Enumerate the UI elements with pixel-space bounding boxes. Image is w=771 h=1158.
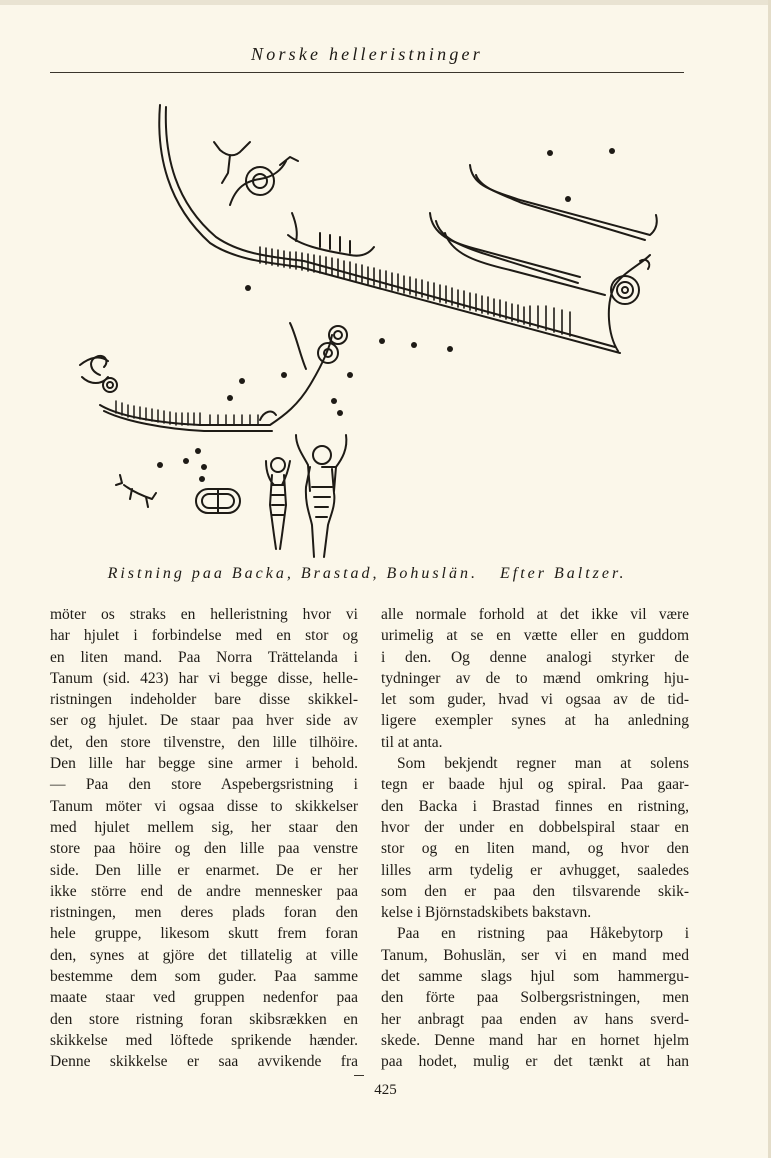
text-line: stor og en liten mand, og hvor den <box>381 840 689 858</box>
text-line: let som guder, hvad vi ogsaa av de tid- <box>381 691 689 709</box>
text-line: urimelig at se en vætte eller en guddom <box>381 627 689 645</box>
animal-drawing <box>116 475 156 507</box>
text-line: med hjulet mellem sig, her staar den <box>50 818 358 836</box>
text-line: den, synes at gjöre det tillatelig at ville <box>50 946 358 964</box>
text-line: Tanum möter vi ogsaa disse to skikkelser <box>50 797 358 815</box>
text-column-right <box>381 604 689 1073</box>
text-line: bestemme dem som guder. Paa samme <box>50 968 358 986</box>
text-line: den store ristning foran skibsrækken en <box>50 1010 358 1028</box>
rock-carving-illustration <box>60 95 680 565</box>
text-line: side. Den lille er enarmet. De er her <box>50 861 358 879</box>
text-line: ikke större end de andre mennesker paa <box>50 882 358 900</box>
text-line: store paa höire og den lille paa venstre <box>50 840 358 858</box>
large-ship-drawing <box>159 105 656 353</box>
wheel-drawing <box>196 489 240 513</box>
small-ship-drawing <box>80 323 347 431</box>
page-edge <box>0 0 771 5</box>
text-line: den Backa i Brastad finnes en ristning, <box>381 797 689 815</box>
text-column-left <box>50 604 358 1073</box>
text-line: kelse i Björnstadskibets bakstavn. <box>381 904 592 922</box>
text-line: skede. Denne mand har en hornet hjelm <box>381 1031 689 1049</box>
caption-location: Ristning paa Backa, Brastad, Bohuslän. <box>107 565 478 582</box>
text-line: Paa en ristning paa Håkebytorp i <box>397 925 689 943</box>
text-line: i den. Og denne analogi styrker de <box>381 648 689 666</box>
text-line: skikkelse med löftede sprikende hænder. <box>50 1031 358 1049</box>
text-line: Som bekjendt regner man at solens <box>397 755 689 773</box>
text-line: — Paa den store Aspebergsristning i <box>50 776 358 794</box>
text-line: tydninger av de to mænd omkring hju- <box>381 669 689 687</box>
text-line: til at anta. <box>381 733 443 751</box>
page-number: 425 <box>374 1082 397 1098</box>
text-line: paa hodet, mulig er det tænkt at han <box>381 1053 689 1071</box>
text-line: ristningen indeholder bare disse skikkel- <box>50 691 358 709</box>
text-line: ligere exempler synes at ha anledning <box>381 712 689 730</box>
caption-source: Efter Baltzer. <box>500 565 627 582</box>
text-line: tegn er baade hjul og spiral. Paa gaar- <box>381 776 689 794</box>
text-line: ser og hjulet. De staar paa hver side av <box>50 712 358 730</box>
text-line: Denne skikkelse er saa avvikende fra <box>50 1053 358 1071</box>
folio-rule <box>354 1075 364 1076</box>
text-line: möter os straks en helleristning hvor vi <box>50 606 358 623</box>
text-line: Den lille har begge sine armer i behold. <box>50 755 358 773</box>
text-line: en liten mand. Paa Norra Trättelanda i <box>50 648 358 666</box>
text-line: alle normale forhold at det ikke vil være <box>381 606 689 623</box>
text-line: ristningen, men deres plads foran den <box>50 904 358 922</box>
text-line: maate staar ved gruppen nedenfor paa <box>50 989 358 1007</box>
text-line: hvor der under en dobbelspiral staar en <box>381 818 689 836</box>
header-rule <box>50 72 684 73</box>
figure-caption <box>50 565 684 583</box>
large-figure-drawing <box>296 435 346 557</box>
text-line: det samme slags hjul som hammergu- <box>381 968 689 986</box>
text-line: Tanum (sid. 423) har vi begge disse, helle- <box>50 669 358 687</box>
text-line: lilles arm tydelig er avhugget, saaledes <box>381 861 689 879</box>
text-line: her anbragt paa enden av hans sverd- <box>381 1010 689 1028</box>
running-title: Norske helleristninger <box>251 44 483 64</box>
text-line: har hjulet i forbindelse med en stor og <box>50 627 358 645</box>
text-line: hele gruppe, likesom skutt frem foran <box>50 925 358 943</box>
text-line: som den er paa den tilsvarende skik- <box>381 882 689 900</box>
small-figure-drawing <box>266 458 290 549</box>
text-line: den förte paa Solbergsristningen, men <box>381 989 689 1007</box>
text-line: Tanum, Bohuslän, ser vi en mand med <box>381 946 689 964</box>
text-line: det, den store tilvenstre, den lille tilhöire. <box>50 733 358 751</box>
